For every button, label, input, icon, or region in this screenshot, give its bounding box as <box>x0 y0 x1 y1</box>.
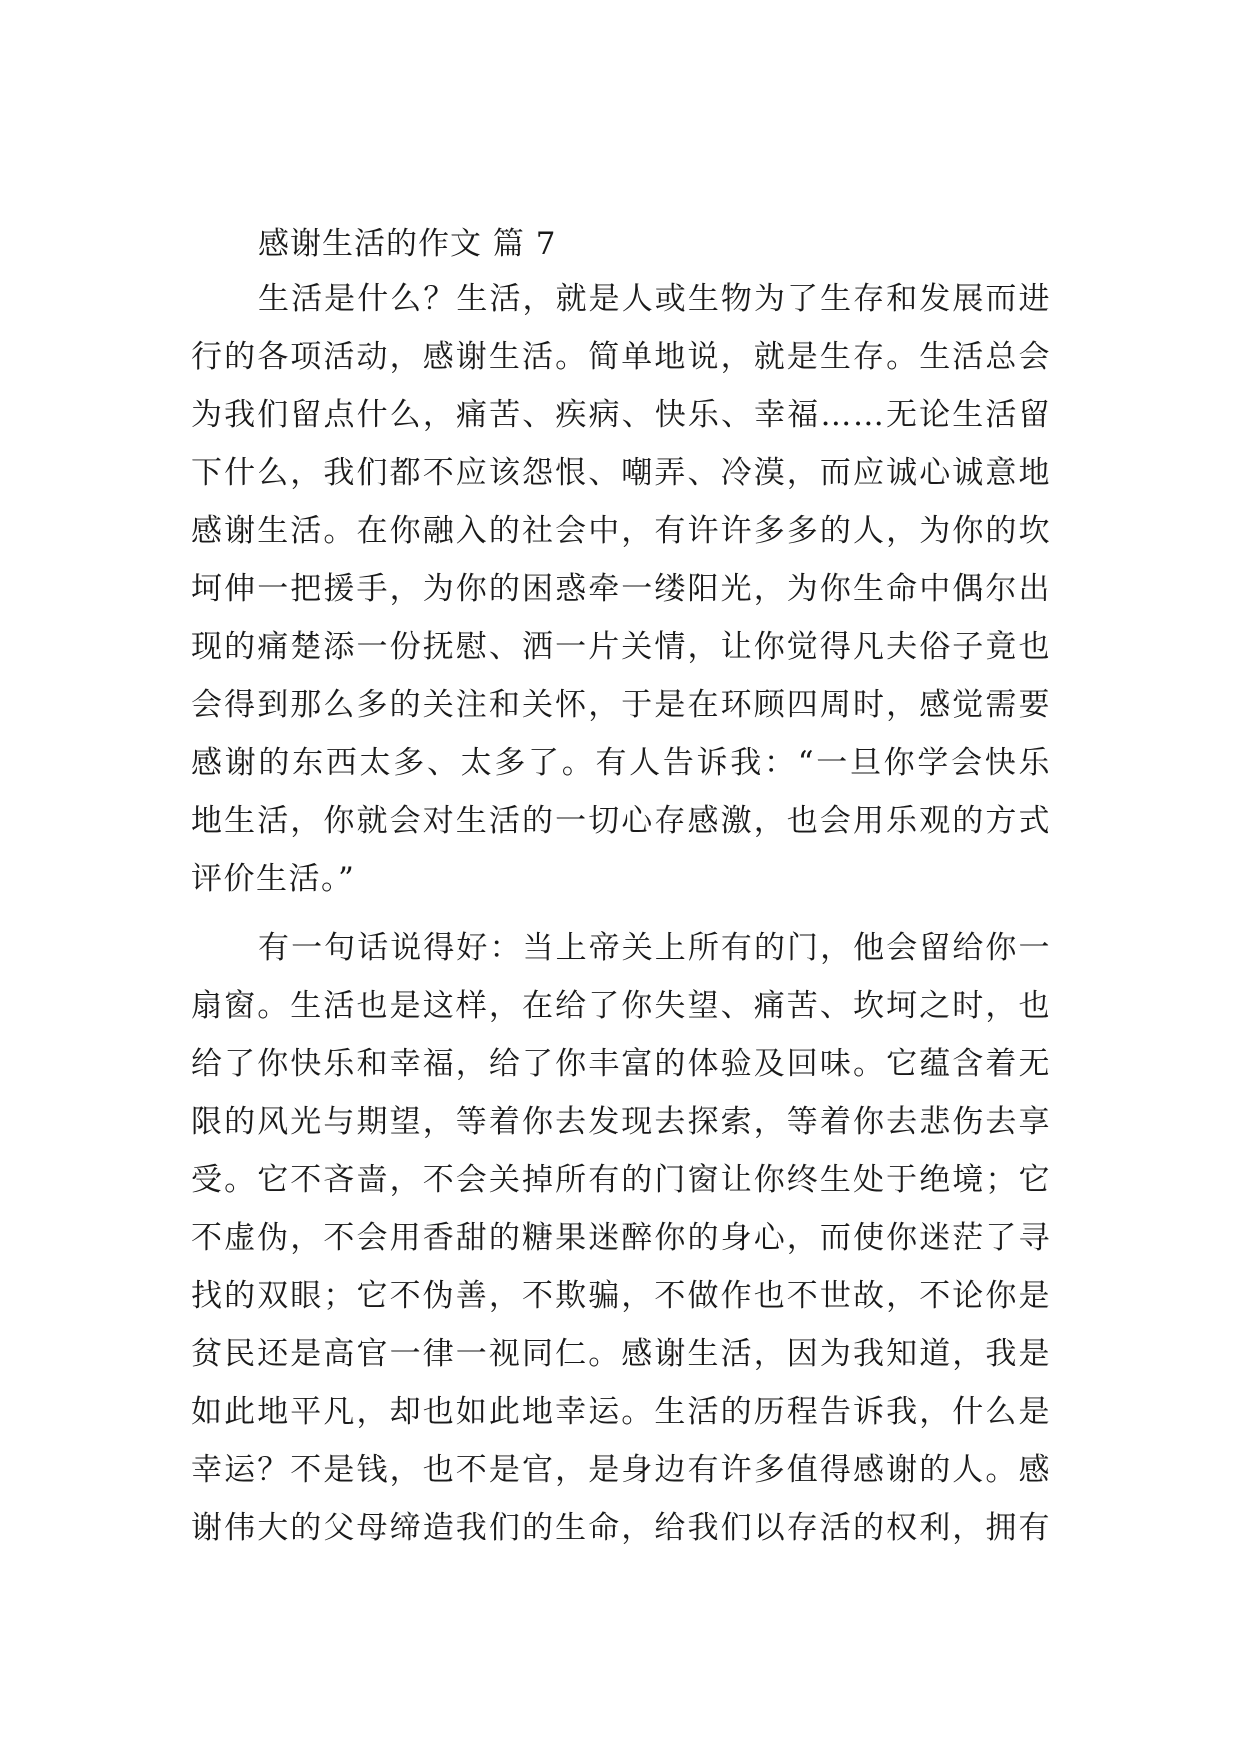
paragraph-line: 扇窗。生活也是这样，在给了你失望、痛苦、坎坷之时，也 <box>191 988 1051 1024</box>
paragraph-line: 坷伸一把援手，为你的困惑牵一缕阳光，为你生命中偶尔出 <box>191 571 1051 607</box>
paragraph-line: 生活是什么？生活，就是人或生物为了生存和发展而进 <box>258 281 1051 317</box>
essay-title: 感谢生活的作文 篇 7 <box>258 226 557 262</box>
paragraph-line: 有一句话说得好：当上帝关上所有的门，他会留给你一 <box>258 930 1051 966</box>
paragraph-line: 感谢的东西太多、太多了。有人告诉我：“一旦你学会快乐 <box>191 745 1051 781</box>
paragraph-line: 限的风光与期望，等着你去发现去探索，等着你去悲伤去享 <box>191 1104 1051 1140</box>
paragraph-line: 评价生活。” <box>191 861 356 897</box>
paragraph-line: 给了你快乐和幸福，给了你丰富的体验及回味。它蕴含着无 <box>191 1046 1051 1082</box>
paragraph-line: 为我们留点什么，痛苦、疾病、快乐、幸福……无论生活留 <box>191 397 1051 433</box>
paragraph-2 <box>191 919 1051 1557</box>
paragraph-line: 受。它不吝啬，不会关掉所有的门窗让你终生处于绝境；它 <box>191 1162 1051 1198</box>
paragraph-line: 下什么，我们都不应该怨恨、嘲弄、冷漠，而应诚心诚意地 <box>191 455 1051 491</box>
paragraph-line: 地生活，你就会对生活的一切心存感激，也会用乐观的方式 <box>191 803 1051 839</box>
paragraph-1 <box>191 270 1051 908</box>
paragraph-line: 会得到那么多的关注和关怀，于是在环顾四周时，感觉需要 <box>191 687 1051 723</box>
paragraph-line: 如此地平凡，却也如此地幸运。生活的历程告诉我，什么是 <box>191 1394 1051 1430</box>
paragraph-line: 贫民还是高官一律一视同仁。感谢生活，因为我知道，我是 <box>191 1336 1051 1372</box>
paragraph-line: 找的双眼；它不伪善，不欺骗，不做作也不世故，不论你是 <box>191 1278 1051 1314</box>
paragraph-line: 幸运？不是钱，也不是官，是身边有许多值得感谢的人。感 <box>191 1452 1051 1488</box>
paragraph-line: 现的痛楚添一份抚慰、洒一片关情，让你觉得凡夫俗子竟也 <box>191 629 1051 665</box>
paragraph-line: 感谢生活。在你融入的社会中，有许许多多的人，为你的坎 <box>191 513 1051 549</box>
paragraph-line: 行的各项活动，感谢生活。简单地说，就是生存。生活总会 <box>191 339 1051 375</box>
paragraph-line: 谢伟大的父母缔造我们的生命，给我们以存活的权利，拥有 <box>191 1510 1051 1546</box>
paragraph-line: 不虚伪，不会用香甜的糖果迷醉你的身心，而使你迷茫了寻 <box>191 1220 1051 1256</box>
